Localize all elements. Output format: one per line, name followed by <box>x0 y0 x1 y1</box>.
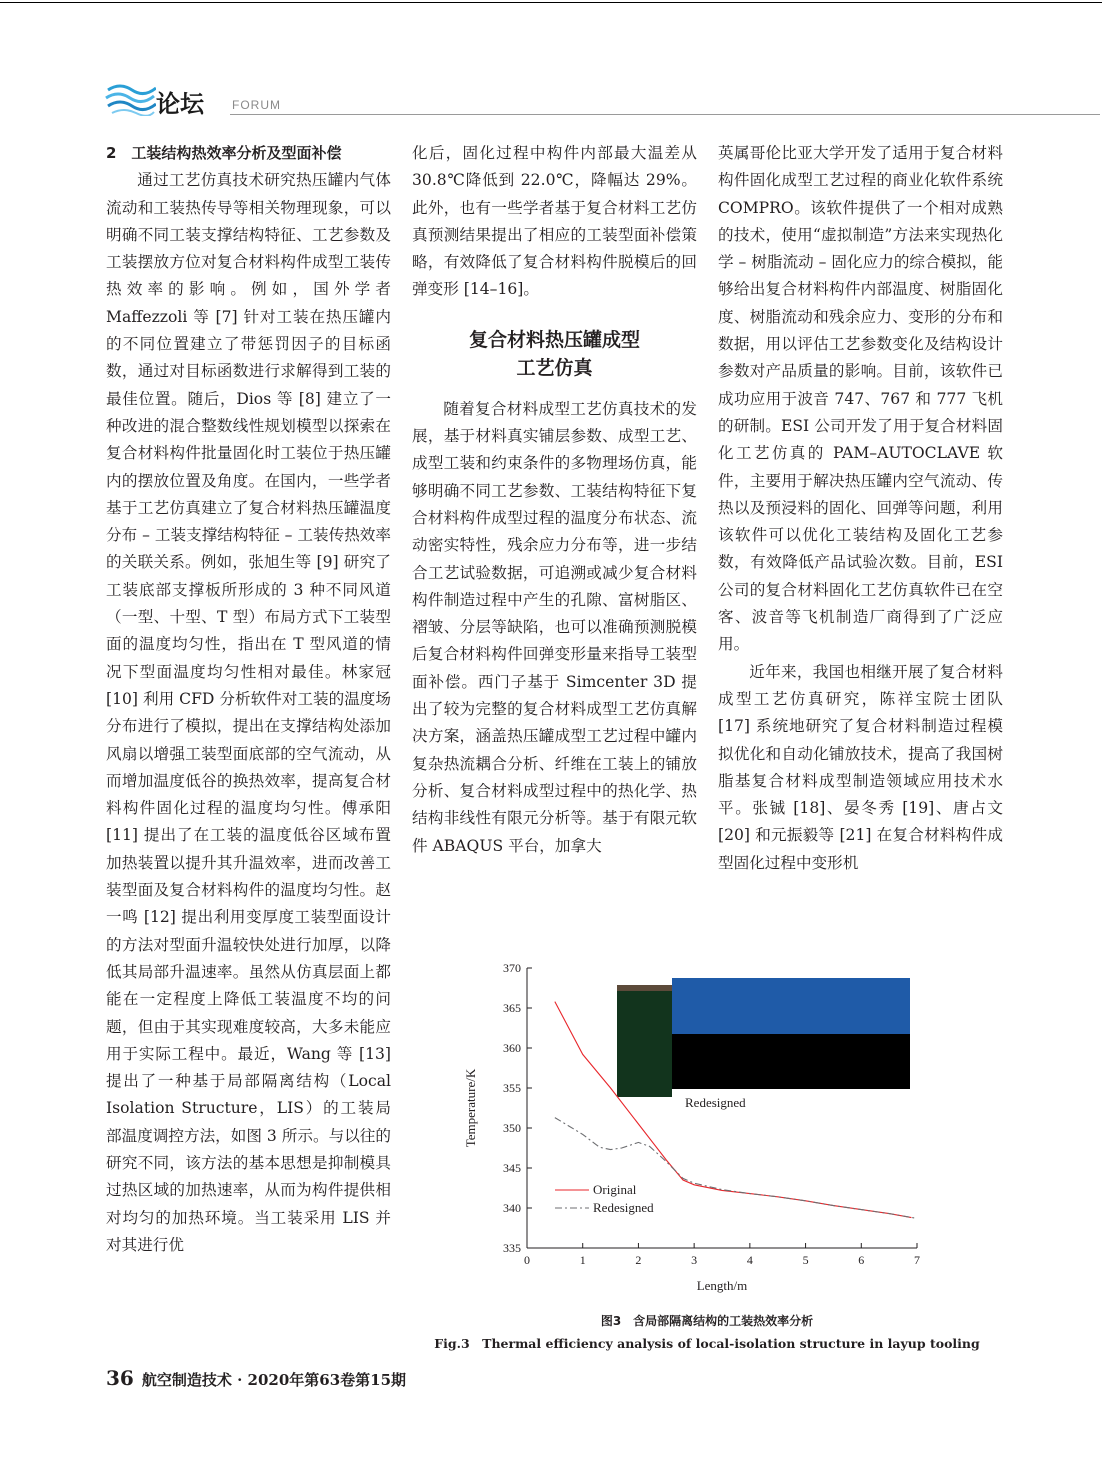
inset-original-heatmap <box>672 978 910 1034</box>
x-tick-label: 4 <box>746 1253 753 1267</box>
y-tick-label: 340 <box>503 1201 521 1215</box>
paragraph: 化后，固化过程中构件内部最大温差从 30.8℃降低到 22.0℃，降幅达 29%。此外，也有一些学者基于复合材料工艺仿真预测结果提出了相应的工装型面补偿策略，有效降低了复合材料构件脱模后的回弹变形 [14–16]。 <box>412 144 697 299</box>
paragraph: 近年来，我国也相继开展了复合材料成型工艺仿真研究，陈祥宝院士团队 [17] 系统地研究了复合材料制造过程模拟优化和自动化铺放技术，提高了我国树脂基复合材料成型制造领域应用技术水平。张铖 [18]、晏冬秀 [19]、唐占文 [20] 和元振毅等 [21] 在复合材料构件成型固化过程中变形机 <box>718 662 1003 872</box>
y-tick-label: 355 <box>503 1081 521 1095</box>
x-tick-label: 7 <box>914 1253 920 1267</box>
x-tick-label: 5 <box>802 1253 809 1267</box>
x-tick-label: 1 <box>579 1253 586 1267</box>
paragraph: 通过工艺仿真技术研究热压罐内气体流动和工装热传导等相关物理现象，可以明确不同工装支撑结构特征、工艺参数及工装摆放方位对复合材料构件成型工装传热效率的影响。例如，国外学者 Maffezzoli 等 [7] 针对工装在热压罐内的不同位置建立了带惩罚因子的目标函数，通过对目标函数进行求解得到工装的最佳位置。随后，Dios 等 [8] 建立了一种改进的混合整数线性规划模型以探索在复合材料构件批量固化时工装位于热压罐内的摆放位置及角度。在国内，一些学者基于工艺仿真建立了复合材料热压罐温度分布 – 工装支撑结构特征 – 工装传热效率的关联关系。例如，张旭生等 [9] 研究了工装底部支撑板所形成的 3 种不同风道（一型、十型、T 型）布局方式下工装型面的温度均匀性，指出在 T 型风道的情况下型面温度均匀性相对最佳。林家冠 [10] 利用 CFD 分析软件对工装的温度场分布进行了模拟，提出在支撑结构处添加风扇以增强工装型面底部的空气流动，从而增加温度低谷的换热效率，提高复合材料构件固化过程的温度均匀性。傅承阳 [11] 提出了在工装的温度低谷区域布置加热装置以提升其升温效率，进而改善工装型面及复合材料构件的温度均匀性。赵一鸣 [12] 提出利用变厚度工装型面设计的方法对型面升温较快处进行加厚，以降低其局部升温速率。虽然从仿真层面上都能在一定程度上降低工装温度不均的问题，但由于其实现难度较高，大多未能应用于实际工程中。最近，Wang 等 [13] 提出了一种基于局部隔离结构（Local Isolation Structure，LIS）的工装局部温度调控方法，如图 3 所示。与以往的研究不同，该方法的基本思想是抑制模具过热区域的加热速率，从而为构件提供相对均匀的加热环境。当工装采用 LIS 并对其进行优 <box>106 171 391 1254</box>
y-tick-label: 345 <box>503 1161 521 1175</box>
legend-label: Redesigned <box>593 1200 654 1215</box>
column-2 <box>412 140 697 860</box>
section-title-en: FORUM <box>232 98 281 112</box>
column-1 <box>106 140 391 1259</box>
y-tick-label: 350 <box>503 1121 521 1135</box>
header-rule <box>230 114 1100 115</box>
y-tick-label: 335 <box>503 1241 521 1255</box>
y-tick-label: 360 <box>503 1041 521 1055</box>
journal-name: 航空制造技术 · 2020年第63卷第15期 <box>141 1371 407 1389</box>
x-tick-label: 2 <box>635 1253 642 1267</box>
y-tick-label: 370 <box>503 961 521 975</box>
paragraph: 随着复合材料成型工艺仿真技术的发展，基于材料真实铺层参数、成型工艺、成型工装和约束条件的多物理场仿真，能够明确不同工艺参数、工装结构特征下复合材料构件成型过程的温度分布状态、流动密实特性，残余应力分布等，进一步结合工艺试验数据，可追溯或减少复合材料构件制造过程中产生的孔隙、富树脂区、褶皱、分层等缺陷，也可以准确预测脱模后复合材料构件回弹变形量来指导工装型面补偿。西门子基于 Simcenter 3D 提出了较为完整的复合材料成型工艺仿真解决方案，涵盖热压罐成型工艺过程中罐内复杂热流耦合分析、纤维在工装上的铺放分析、复合材料成型过程中的热化学、热结构非线性有限元分析等。基于有限元软件 ABAQUS 平台，加拿大 <box>412 399 697 855</box>
inset-original-block <box>617 987 672 1097</box>
figure-caption-en: Fig.3 Thermal efficiency analysis of local-isolation structure in layup tooling <box>434 1336 980 1351</box>
heading-line-1: 复合材料热压罐成型 <box>468 328 640 351</box>
y-axis-label: Temperature/K <box>463 1068 478 1148</box>
inset-original-edge <box>617 985 672 991</box>
x-tick-label: 0 <box>524 1253 530 1267</box>
top-border-line <box>0 2 1102 3</box>
paragraph: 英属哥伦比亚大学开发了适用于复合材料构件固化成型工艺过程的商业化软件系统 COMPRO。该软件提供了一个相对成熟的技术，使用“虚拟制造”方法来实现热化学 – 树脂流动 – 固化应力的综合模拟，能够给出复合材料构件内部温度、树脂固化度、树脂流动和残余应力、变形的分布和数据，用以评估工艺参数变化及结构设计参数对产品质量的影响。目前，该软件已成功应用于波音 747、767 和 777 飞机的研制。ESI 公司开发了用于复合材料固化工艺仿真的 PAM–AUTOCLAVE 软件，主要用于解决热压罐内空气流动、传热以及预浸料的固化、回弹等问题，利用该软件可以优化工装结构及固化工艺参数，有效降低产品试验次数。目前，ESI 公司的复合材料固化工艺仿真软件已在空客、波音等飞机制造厂商得到了广泛应用。 <box>718 144 1003 654</box>
section-heading-large <box>412 326 697 382</box>
section-title-cn: 论坛 <box>156 90 204 118</box>
inset-label: Redesigned <box>685 1095 746 1110</box>
x-tick-label: 3 <box>691 1253 698 1267</box>
x-tick-label: 6 <box>858 1253 865 1267</box>
page-number: 36 <box>106 1366 134 1390</box>
legend-label: Original <box>593 1182 637 1197</box>
waves-logo-icon <box>104 82 156 116</box>
heading-line-2: 工艺仿真 <box>516 356 593 379</box>
figure-caption-cn: 图3 含局部隔离结构的工装热效率分析 <box>600 1314 814 1328</box>
inset-redesigned-heatmap <box>672 1034 910 1089</box>
temperature-length-chart <box>455 958 935 1298</box>
y-tick-label: 365 <box>503 1001 521 1015</box>
page-footer <box>106 1366 406 1390</box>
x-axis-label: Length/m <box>696 1278 748 1293</box>
section-heading: 2 工装结构热效率分析及型面补偿 <box>106 144 342 162</box>
column-3 <box>718 140 1003 877</box>
